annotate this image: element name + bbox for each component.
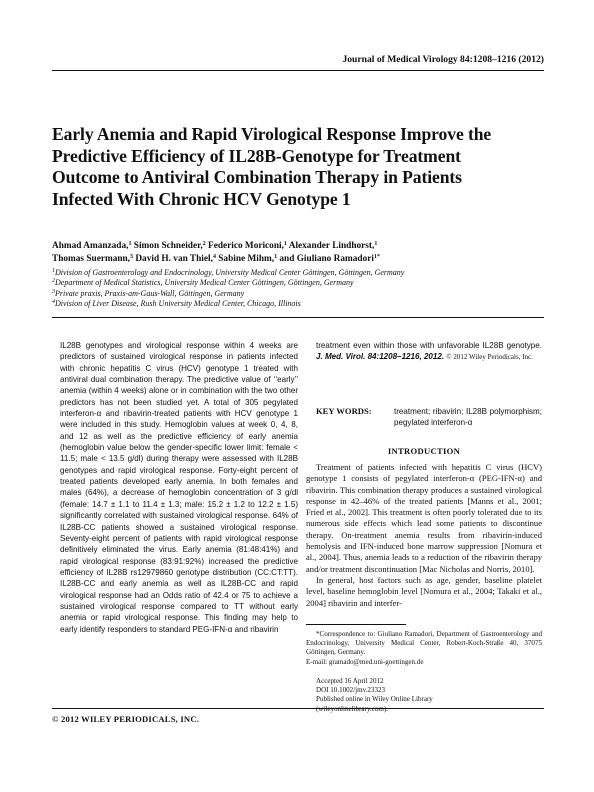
affiliation: $^1$Division of Gastroenterology and Endocrinology, University Medical Center Göttingen, Göttingen, Germany bbox=[52, 268, 405, 277]
abstract-right-column bbox=[316, 340, 542, 364]
author: Simon Schneider,$^2$ bbox=[133, 241, 206, 251]
author: Sabine Mihm,$^1$ bbox=[218, 253, 278, 264]
citation: J. Med. Virol. 84:1208–1216, 2012. bbox=[316, 352, 445, 362]
article-title: Early Anemia and Rapid Virological Response Improve the Predictive Efficiency of IL28B-Genotype for Treatment Outcome to Antiviral Combination Therapy in Patients Infected With Chronic HCV Genotype 1 bbox=[52, 124, 492, 209]
keywords-label: KEY WORDS: bbox=[316, 406, 372, 416]
introduction-text bbox=[306, 462, 542, 609]
keywords bbox=[316, 406, 542, 429]
paragraph: In general, host factors such as age, gender, baseline platelet level, baseline hemoglobin level [Nomura et al., 2004; Takaki et al., 2004] ribavirin and interfer- bbox=[306, 574, 542, 608]
author: David H. van Thiel,$^4$ bbox=[135, 253, 216, 264]
footnote-rule bbox=[306, 624, 406, 625]
affiliation-rule bbox=[52, 317, 544, 318]
email: E-mail: gramado@med.uni-goettingen.de bbox=[306, 657, 424, 666]
keywords-text: treatment; ribavirin; IL28B polymorphism; pegylated interferon-α bbox=[394, 407, 542, 428]
author: and Giuliano Ramadori$^{1*}$ bbox=[279, 253, 380, 264]
published-url: (wileyonlinelibrary.com). bbox=[316, 704, 388, 713]
section-heading: INTRODUCTION bbox=[387, 446, 461, 456]
abstract-left-column: IL28B genotypes and virological response within 4 weeks are predictors of sustained virological response in patients infected with chronic hepatitis C virus (HCV) genotype 1 treated with antiviral dual combination therapy. The predictive value of ‘‘early’’ anemia (within 4 weeks) alone or in combination with the two other predictors has not been studied yet. A total of 305 pegylated interferon-α and ribavirin-treated patients with HCV genotype 1 were included in this study. Hemoglobin values at week 0, 4, 8, and 12 as well as the predictive efficiency of early anemia (hemoglobin value below the gender-specific lower limit: female < 11.5; male < 13.5 g/dl) during therapy were assessed with IL28B genotypes and rapid virological response. Forty-eight percent of treated patients developed early anemia. In both females and males (64%), a decrease of hemoglobin concentration of 3 g/dl (female: 14.7 ± 1.1 to 11.4 ± 1.3; male: 15.2 ± 1.2 to 12.2 ± 1.5) significantly correlated with sustained virological response. 64% of IL28B-CC patients showed a sustained virological response. Seventy-eight percent of patients with rapid virological response definitively eliminated the virus. Early anemia (81:48:41%) and rapid virological response (83:91:92%) increased the predictive efficiency of IL28B rs12979860 genotype distribution (CC:CT:TT). IL28B-CC and early anemia as well as IL28B-CC and rapid virological response had an Odds ratio of 42.4 or 75 to achieve a sustained virological response compared to TT without early anemia or rapid virological response. This finding may help to early identify responders to standard PEG-IFN-α and ribavirin bbox=[60, 341, 298, 634]
author: Ahmad Amanzada,$^1$ bbox=[52, 241, 132, 251]
correspondence-footnote bbox=[306, 630, 542, 667]
affiliation: $^2$Department of Medical Statistics, University Medical Center Göttingen, Göttingen, Germany bbox=[52, 278, 354, 288]
author: Federico Moriconi,$^1$ bbox=[208, 241, 287, 251]
author-list bbox=[52, 240, 552, 265]
journal-header: Journal of Medical Virology 84:1208–1216 (2012) bbox=[342, 54, 544, 65]
affiliations bbox=[52, 268, 552, 310]
affiliation: $^3$Private praxis, Praxis-am-Gaus-Wall, Göttingen, Germany bbox=[52, 288, 245, 298]
doi: DOI 10.1002/jmv.23323 bbox=[316, 686, 386, 695]
footer-rule bbox=[52, 708, 544, 709]
citation-copyright: © 2012 Wiley Periodicals, Inc. bbox=[446, 353, 533, 362]
author: Alexander Lindhorst,$^1$ bbox=[288, 241, 378, 251]
correspondence: *Correspondence to: Giuliano Ramadori, Department of Gastroenterology and Endocrinology, University Medical Center, Robert-Koch-Straße 40, 37075 Göttingen, Germany. bbox=[306, 630, 542, 657]
header-rule bbox=[52, 70, 544, 71]
paragraph: Treatment of patients infected with hepatitis C virus (HCV) genotype 1 consists of pegylated interferon-α (PEG-IFN-α) and ribavirin. This combination therapy produces a sustained virological response in 42–46% of the treated patients [Manns et al., 2001; Fried et al., 2002]. This treatment is often poorly tolerated due to its numerous side effects which lead some patients to discontinue therapy. On-treatment anemia results from ribavirin-induced hemolysis and IFN-induced bone marrow suppression [Nomura et al., 2004]. Thus, anemia leads to a reduction of the ribavirin therapy and/or treatment discontinuation [Mac Nicholas and Norris, 2010]. bbox=[306, 462, 542, 574]
published-online: Published online in Wiley Online Library bbox=[316, 695, 433, 704]
abstract-continuation: treatment even within those with unfavorable IL28B genotype. bbox=[316, 341, 542, 350]
affiliation: $^4$Division of Liver Disease, Rush University Medical Center, Chicago, Illinois bbox=[52, 299, 301, 309]
copyright: © 2012 WILEY PERIODICALS, INC. bbox=[52, 714, 200, 724]
author: Thomas Suermann,$^3$ bbox=[52, 253, 134, 264]
accepted-date: Accepted 16 April 2012 bbox=[316, 677, 384, 685]
